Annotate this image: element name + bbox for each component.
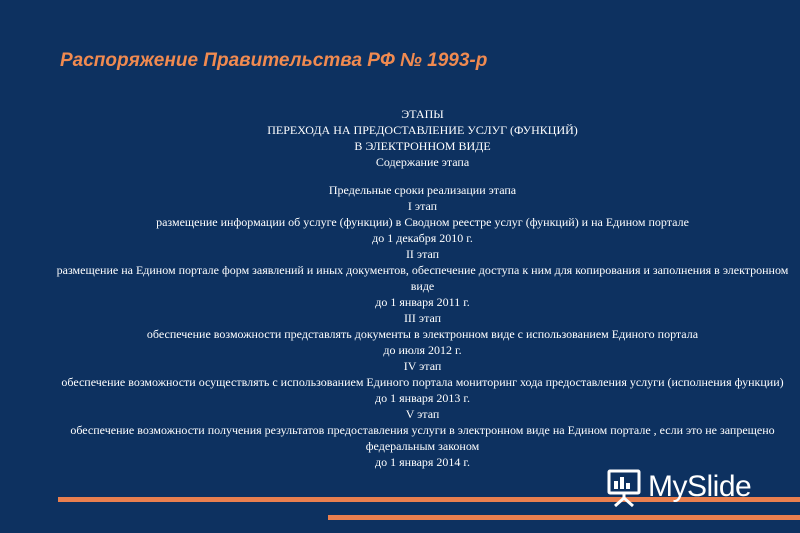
column-header-deadline: Предельные сроки реализации этапа (328, 183, 517, 197)
stage-description: обеспечение возможности осуществлять с использованием Единого портала мониторинг хода предоставления услуги (исполнения функции) (61, 375, 784, 389)
presentation-board-icon (606, 467, 642, 507)
stage-description: размещение на Едином портале форм заявлений и иных документов, обеспечение доступа к ним для копирования и заполнения в электронном виде (56, 263, 789, 293)
stage-deadline: до 1 января 2014 г. (375, 455, 470, 469)
slide-title: Распоряжение Правительства РФ № 1993-р (60, 50, 488, 71)
stage-deadline: до 1 января 2011 г. (375, 295, 470, 309)
stage-name: III этап (403, 311, 442, 325)
stage-deadline: до июля 2012 г. (383, 343, 462, 357)
stage-deadline: до 1 января 2013 г. (375, 391, 470, 405)
heading-line: ЭТАПЫ (401, 107, 444, 121)
column-header-content: Содержание этапа (375, 155, 470, 169)
stage-description: обеспечение возможности представлять документы в электронном виде с использованием Единого портала (146, 327, 699, 341)
slide-content (55, 106, 790, 470)
stage-name: II этап (405, 247, 440, 261)
watermark (606, 466, 751, 508)
heading-line: В ЭЛЕКТРОННОМ ВИДЕ (354, 139, 491, 153)
stage-description: обеспечение возможности получения результатов предоставления услуги в электронном виде на Едином портале , если это не запрещено федеральным законом (70, 423, 775, 453)
stage-name: V этап (405, 407, 440, 421)
accent-bar-bottom (328, 515, 800, 520)
watermark-text: MySlide (648, 470, 752, 503)
stage-deadline: до 1 декабря 2010 г. (372, 231, 473, 245)
stage-name: I этап (407, 199, 438, 213)
stage-name: IV этап (403, 359, 442, 373)
stage-description: размещение информации об услуге (функции) в Сводном реестре услуг (функций) и на Едином портале (156, 215, 689, 229)
heading-line: ПЕРЕХОДА НА ПРЕДОСТАВЛЕНИЕ УСЛУГ (ФУНКЦИЙ) (267, 123, 578, 137)
